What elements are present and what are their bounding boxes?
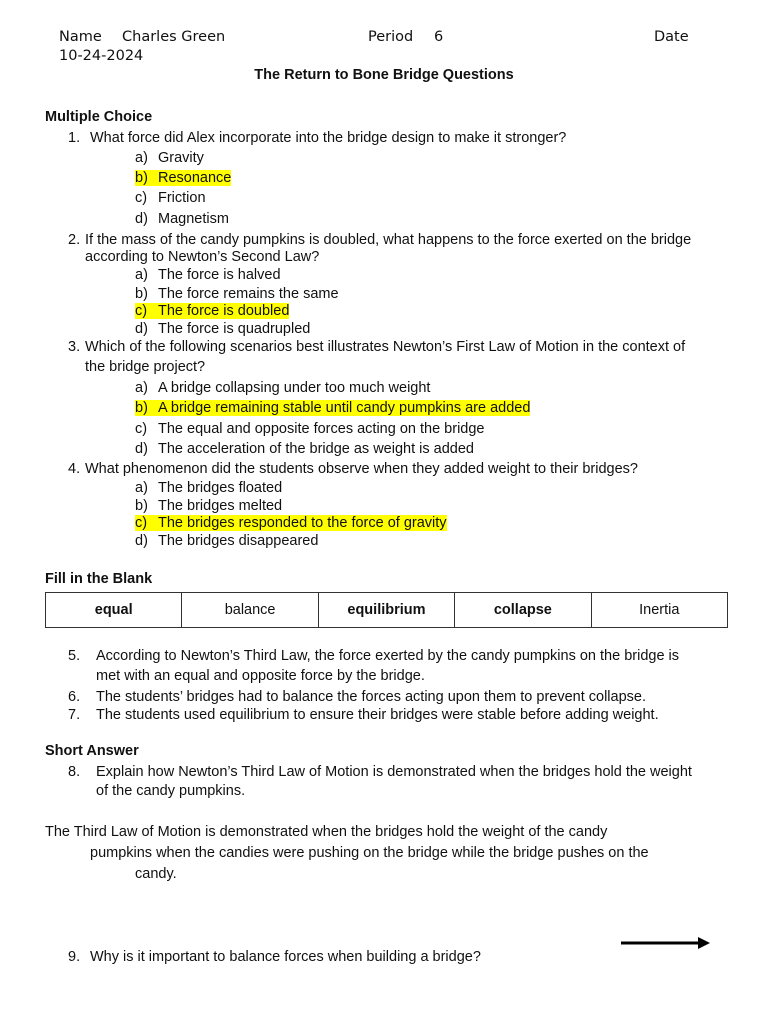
question-text: the bridge project? [85, 359, 206, 375]
item-text: met with an equal and opposite force by the bridge. [96, 668, 425, 684]
word-bank-cell: equilibrium [318, 593, 454, 628]
option-item: a) The force is halved [135, 267, 281, 283]
option-item: c) The equal and opposite forces acting on the bridge [135, 421, 485, 437]
question-text: Explain how Newton’s Third Law of Motion is demonstrated when the bridges hold the weight [96, 764, 692, 780]
question-text: What phenomenon did the students observe when they added weight to their bridges? [85, 461, 638, 477]
question-number: 3. [68, 339, 81, 355]
question-text: Why is it important to balance forces when building a bridge? [90, 949, 481, 965]
question-text: Which of the following scenarios best illustrates Newton’s First Law of Motion in the context of [85, 339, 686, 355]
option-item: b) The force remains the same [135, 286, 339, 302]
item-text: The students’ bridges had to balance the forces acting upon them to prevent collapse. [96, 689, 647, 705]
period-label: Period [368, 29, 414, 45]
word-bank-cell: Inertia [591, 593, 727, 628]
question-number: 1. [68, 130, 81, 146]
question-number: 8. [68, 764, 81, 780]
section-heading-short-answer: Short Answer [45, 743, 139, 759]
period-value: 6 [434, 29, 444, 45]
item-number: 7. [68, 707, 81, 723]
word-bank-cell: equal [46, 593, 182, 628]
item-text: The students used equilibrium to ensure their bridges were stable before adding weight. [96, 707, 659, 723]
answer-text: candy. [135, 866, 177, 882]
option-item: d) Magnetism [135, 211, 229, 227]
question-number: 2. [68, 232, 81, 248]
option-item-selected: b) A bridge remaining stable until candy pumpkins are added [135, 400, 531, 416]
name-value: Charles Green [122, 29, 226, 45]
option-item: c) Friction [135, 190, 206, 206]
option-item-selected: c) The force is doubled [135, 303, 290, 319]
section-heading-fill-in-blank: Fill in the Blank [45, 571, 153, 587]
section-heading-multiple-choice: Multiple Choice [45, 109, 153, 125]
word-bank-table [45, 592, 728, 628]
answer-text: pumpkins when the candies were pushing on the bridge while the bridge pushes on the [90, 845, 649, 861]
date-value: 10-24-2024 [59, 48, 144, 64]
question-number: 4. [68, 461, 81, 477]
option-item-selected: c) The bridges responded to the force of gravity [135, 515, 447, 531]
name-label: Name [59, 29, 102, 45]
item-number: 5. [68, 648, 81, 664]
option-item: d) The force is quadrupled [135, 321, 311, 337]
option-item: d) The acceleration of the bridge as weight is added [135, 441, 474, 457]
option-item: b) The bridges melted [135, 498, 283, 514]
question-text: of the candy pumpkins. [96, 783, 246, 799]
question-text: If the mass of the candy pumpkins is doubled, what happens to the force exerted on the bridge [85, 232, 692, 248]
arrow-right-icon [620, 936, 712, 950]
item-text: According to Newton’s Third Law, the force exerted by the candy pumpkins on the bridge is [96, 648, 680, 664]
option-item: d) The bridges disappeared [135, 533, 319, 549]
date-label: Date [654, 29, 689, 45]
item-number: 6. [68, 689, 81, 705]
option-item: a) Gravity [135, 150, 204, 166]
question-text: What force did Alex incorporate into the bridge design to make it stronger? [90, 130, 567, 146]
page-title: The Return to Bone Bridge Questions [254, 67, 514, 83]
option-item: a) The bridges floated [135, 480, 283, 496]
word-bank-cell: balance [182, 593, 318, 628]
option-item-selected: b) Resonance [135, 170, 232, 186]
word-bank-cell: collapse [455, 593, 591, 628]
question-number: 9. [68, 949, 81, 965]
option-item: a) A bridge collapsing under too much weight [135, 380, 431, 396]
answer-text: The Third Law of Motion is demonstrated when the bridges hold the weight of the candy [45, 824, 608, 840]
question-text: according to Newton’s Second Law? [85, 249, 320, 265]
